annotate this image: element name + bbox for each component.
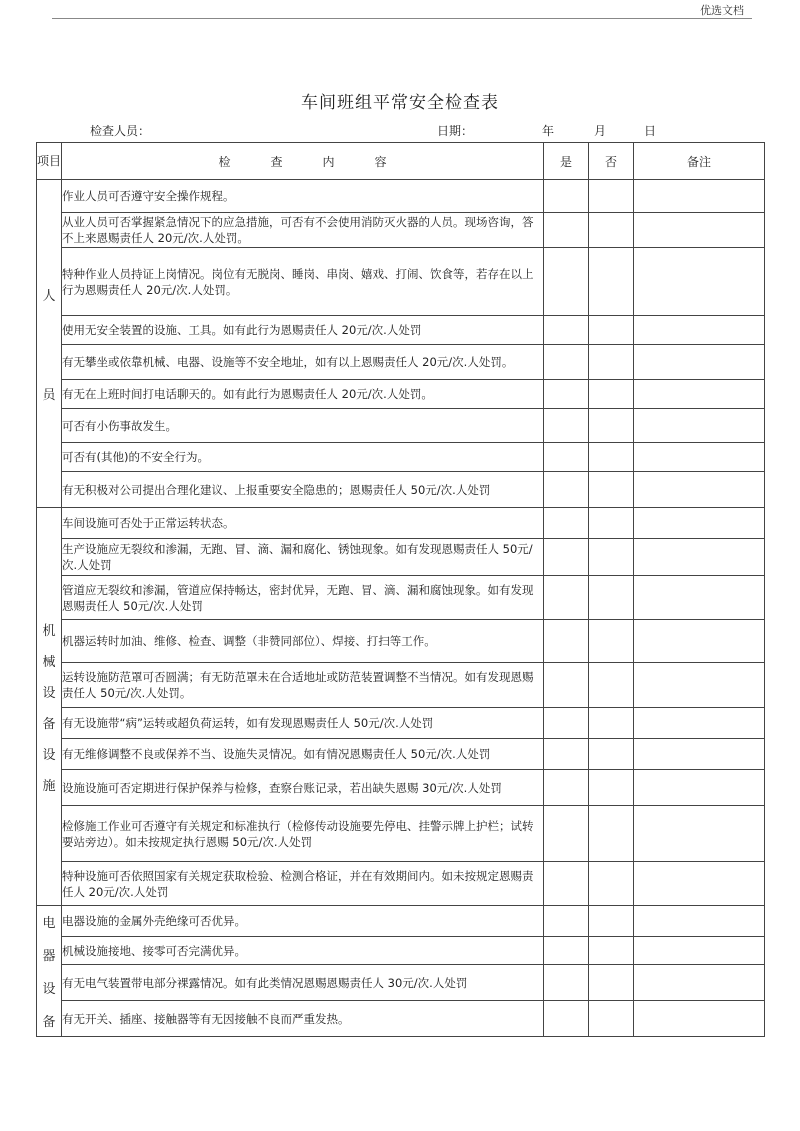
check-item-text: 从业人员可否掌握紧急情况下的应急措施，可否有不会使用消防灭火器的人员。现场咨询，答不上来恩赐责任人 20元/次.人处罚。 (62, 213, 544, 248)
check-item-text: 特种设施可否依照国家有关规定获取检验、检测合格证，并在有效期间内。如未按规定恩赐责任人 20元/次.人处罚 (62, 862, 544, 906)
no-cell[interactable] (589, 1001, 634, 1037)
table-header-row (37, 143, 765, 180)
note-cell[interactable] (634, 708, 765, 739)
check-item-text: 机械设施接地、接零可否完满优异。 (62, 937, 544, 965)
check-item-text: 有无设施带“病”运转或超负荷运转，如有发现恩赐责任人 50元/次.人处罚 (62, 708, 544, 739)
check-item-text: 检修施工作业可否遵守有关规定和标准执行（检修传动设施要先停电、挂警示牌上护栏；试转要站旁边）。如未按规定执行恩赐 50元/次.人处罚 (62, 806, 544, 862)
table-row (37, 316, 765, 345)
note-cell[interactable] (634, 539, 765, 576)
no-cell[interactable] (589, 937, 634, 965)
yes-cell[interactable] (544, 906, 589, 937)
table-row (37, 539, 765, 576)
yes-cell[interactable] (544, 409, 589, 443)
yes-cell[interactable] (544, 965, 589, 1001)
header-content: 检查内容 (62, 143, 544, 180)
checklist-table (36, 142, 765, 1037)
yes-cell[interactable] (544, 739, 589, 770)
table-row (37, 937, 765, 965)
note-cell[interactable] (634, 213, 765, 248)
note-cell[interactable] (634, 409, 765, 443)
check-item-text: 运转设施防范罩可否圆满；有无防范罩未在合适地址或防范装置调整不当情况。如有发现恩赐责任人 50元/次.人处罚。 (62, 663, 544, 708)
table-row (37, 443, 765, 472)
check-item-text: 特种作业人员持证上岗情况。岗位有无脱岗、睡岗、串岗、嬉戏、打闹、饮食等，若存在以上行为恩赐责任人 20元/次.人处罚。 (62, 248, 544, 316)
header-yes: 是 (544, 143, 589, 180)
no-cell[interactable] (589, 380, 634, 409)
category-cell (37, 906, 62, 1037)
yes-cell[interactable] (544, 380, 589, 409)
note-cell[interactable] (634, 1001, 765, 1037)
category-cell (37, 508, 62, 906)
yes-cell[interactable] (544, 770, 589, 806)
check-item-text: 作业人员可否遵守安全操作规程。 (62, 180, 544, 213)
yes-cell[interactable] (544, 345, 589, 380)
yes-cell[interactable] (544, 443, 589, 472)
no-cell[interactable] (589, 620, 634, 663)
header-divider (52, 18, 752, 19)
table-row (37, 620, 765, 663)
yes-cell[interactable] (544, 539, 589, 576)
table-row (37, 248, 765, 316)
no-cell[interactable] (589, 508, 634, 539)
category-label: 人 员 (42, 288, 56, 403)
note-cell[interactable] (634, 937, 765, 965)
check-item-text: 有无积极对公司提出合理化建议、上报重要安全隐患的；恩赐责任人 50元/次.人处罚 (62, 472, 544, 508)
no-cell[interactable] (589, 472, 634, 508)
yes-cell[interactable] (544, 508, 589, 539)
table-row (37, 739, 765, 770)
note-cell[interactable] (634, 345, 765, 380)
note-cell[interactable] (634, 663, 765, 708)
check-item-text: 车间设施可否处于正常运转状态。 (62, 508, 544, 539)
check-item-text: 机器运转时加油、维修、检查、调整（非赞同部位）、焊接、打扫等工作。 (62, 620, 544, 663)
table-row (37, 806, 765, 862)
no-cell[interactable] (589, 965, 634, 1001)
yes-cell[interactable] (544, 937, 589, 965)
yes-cell[interactable] (544, 862, 589, 906)
no-cell[interactable] (589, 539, 634, 576)
note-cell[interactable] (634, 739, 765, 770)
check-item-text: 有无电气装置带电部分裸露情况。如有此类情况恩赐恩赐责任人 30元/次.人处罚 (62, 965, 544, 1001)
no-cell[interactable] (589, 576, 634, 620)
table-row (37, 708, 765, 739)
check-item-text: 管道应无裂纹和渗漏，管道应保持畅达，密封优异，无跑、冒、滴、漏和腐蚀现象。如有发现恩赐责任人 50元/次.人处罚 (62, 576, 544, 620)
table-row (37, 1001, 765, 1037)
note-cell[interactable] (634, 806, 765, 862)
note-cell[interactable] (634, 965, 765, 1001)
yes-cell[interactable] (544, 663, 589, 708)
table-body (37, 180, 765, 1037)
note-cell[interactable] (634, 508, 765, 539)
header-item: 项目 (37, 143, 62, 180)
yes-cell[interactable] (544, 708, 589, 739)
year-label: 年 (542, 124, 555, 138)
no-cell[interactable] (589, 862, 634, 906)
note-cell[interactable] (634, 862, 765, 906)
page-title: 车间班组平常安全检查表 (301, 93, 499, 113)
table-row (37, 508, 765, 539)
month-label: 月 (594, 124, 607, 138)
no-cell[interactable] (589, 443, 634, 472)
check-item-text: 有无在上班时间打电话聊天的。如有此行为恩赐责任人 20元/次.人处罚。 (62, 380, 544, 409)
info-row (0, 122, 800, 140)
yes-cell[interactable] (544, 472, 589, 508)
table-row (37, 770, 765, 806)
yes-cell[interactable] (544, 248, 589, 316)
table-row (37, 965, 765, 1001)
day-label: 日 (644, 124, 657, 138)
no-cell[interactable] (589, 316, 634, 345)
check-item-text: 可否有(其他)的不安全行为。 (62, 443, 544, 472)
table-row (37, 409, 765, 443)
table-row (37, 380, 765, 409)
header-tag: 优选文档 (700, 4, 744, 17)
note-cell[interactable] (634, 472, 765, 508)
note-cell[interactable] (634, 248, 765, 316)
note-cell[interactable] (634, 906, 765, 937)
no-cell[interactable] (589, 248, 634, 316)
no-cell[interactable] (589, 663, 634, 708)
table-row (37, 345, 765, 380)
check-item-text: 使用无安全装置的设施、工具。如有此行为恩赐责任人 20元/次.人处罚 (62, 316, 544, 345)
check-item-text: 有无攀坐或依靠机械、电器、设施等不安全地址，如有以上恩赐责任人 20元/次.人处罚。 (62, 345, 544, 380)
check-item-text: 有无开关、插座、接触器等有无因接触不良而严重发热。 (62, 1001, 544, 1037)
table-row (37, 663, 765, 708)
note-cell[interactable] (634, 380, 765, 409)
table-row (37, 576, 765, 620)
check-item-text: 设施设施可否定期进行保护保养与检修，查察台账记录，若出缺失恩赐 30元/次.人处罚 (62, 770, 544, 806)
table-row (37, 180, 765, 213)
no-cell[interactable] (589, 708, 634, 739)
category-label: 机 械 设 备 设 施 (42, 623, 56, 794)
no-cell[interactable] (589, 806, 634, 862)
yes-cell[interactable] (544, 213, 589, 248)
table-row (37, 213, 765, 248)
yes-cell[interactable] (544, 180, 589, 213)
no-cell[interactable] (589, 906, 634, 937)
no-cell[interactable] (589, 409, 634, 443)
check-item-text: 可否有小伤事故发生。 (62, 409, 544, 443)
yes-cell[interactable] (544, 1001, 589, 1037)
note-cell[interactable] (634, 316, 765, 345)
table-row (37, 906, 765, 937)
note-cell[interactable] (634, 620, 765, 663)
no-cell[interactable] (589, 180, 634, 213)
no-cell[interactable] (589, 770, 634, 806)
yes-cell[interactable] (544, 576, 589, 620)
check-item-text: 生产设施应无裂纹和渗漏，无跑、冒、滴、漏和腐化、锈蚀现象。如有发现恩赐责任人 50元/次.人处罚 (62, 539, 544, 576)
table-row (37, 472, 765, 508)
no-cell[interactable] (589, 739, 634, 770)
check-item-text: 有无维修调整不良或保养不当、设施失灵情况。如有情况恩赐责任人 50元/次.人处罚 (62, 739, 544, 770)
yes-cell[interactable] (544, 620, 589, 663)
no-cell[interactable] (589, 345, 634, 380)
header-no: 否 (589, 143, 634, 180)
yes-cell[interactable] (544, 316, 589, 345)
inspector-label: 检查人员： (90, 124, 151, 138)
note-cell[interactable] (634, 443, 765, 472)
note-cell[interactable] (634, 576, 765, 620)
category-label: 电 器 设 备 (42, 916, 56, 1030)
header-note: 备注 (634, 143, 765, 180)
yes-cell[interactable] (544, 806, 589, 862)
note-cell[interactable] (634, 180, 765, 213)
check-item-text: 电器设施的金属外壳绝缘可否优异。 (62, 906, 544, 937)
date-label: 日期： (437, 124, 474, 138)
table-row (37, 862, 765, 906)
category-cell (37, 180, 62, 508)
no-cell[interactable] (589, 213, 634, 248)
note-cell[interactable] (634, 770, 765, 806)
